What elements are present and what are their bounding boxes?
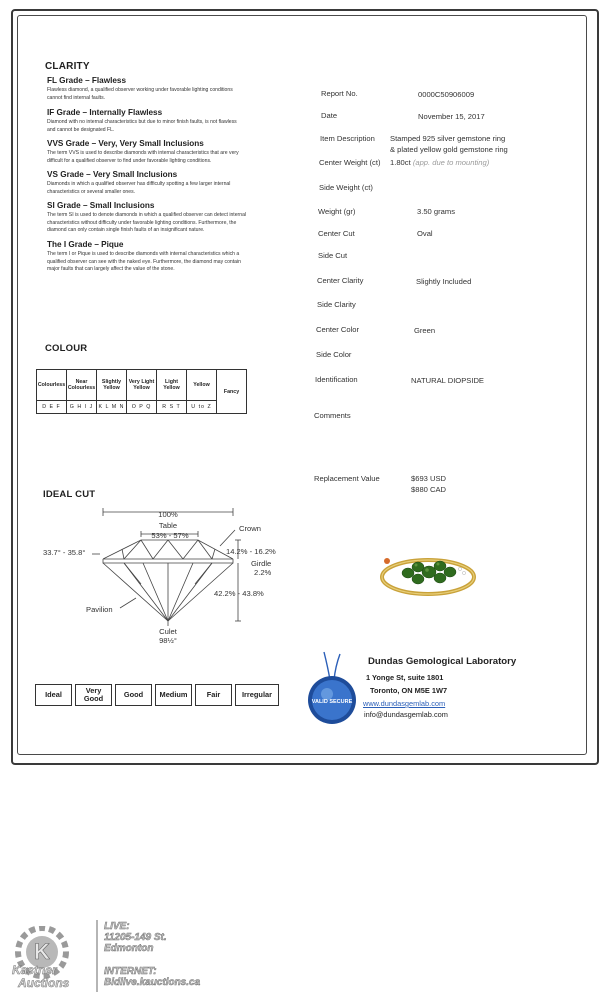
lab-website-link[interactable]: www.dundasgemlab.com bbox=[363, 699, 446, 708]
diamond-cut-diagram bbox=[40, 504, 300, 649]
grade-description bbox=[47, 251, 292, 274]
grade-description bbox=[47, 150, 292, 165]
culet-label: Culet bbox=[159, 627, 177, 636]
clarity-heading: CLARITY bbox=[45, 61, 90, 72]
colour-heading: COLOUR bbox=[45, 343, 88, 354]
comments-label: Comments bbox=[314, 411, 351, 420]
identification-label: Identification bbox=[315, 375, 358, 384]
logo-line2: Auctions bbox=[18, 976, 70, 990]
grade-title: VVS Grade – Very, Very Small Inclusions bbox=[47, 139, 204, 148]
lab-address bbox=[366, 672, 443, 683]
report-no-label: Report No. bbox=[321, 89, 358, 98]
desc-line: Diamond with no internal characteristics but due to minor finish faults, is not flawless bbox=[47, 119, 237, 125]
grade-title: VS Grade – Very Small Inclusions bbox=[47, 170, 178, 179]
colour-col-name: Near Colourless bbox=[67, 370, 97, 401]
culet-value: 98½° bbox=[159, 636, 177, 645]
center-cut-value: Oval bbox=[417, 229, 433, 238]
desc-line: The term I or Pique is used to describe diamonds with internal characteristics which a bbox=[47, 251, 240, 257]
table-range: 53% - 57% bbox=[151, 531, 189, 540]
side-weight-label: Side Weight (ct) bbox=[319, 183, 373, 192]
colour-col-name: Colourless bbox=[37, 370, 67, 401]
clarity-grade-i bbox=[47, 240, 292, 274]
side-cut-label: Side Cut bbox=[318, 251, 348, 260]
grade-title: FL Grade – Flawless bbox=[47, 76, 127, 85]
clarity-grade-fl bbox=[47, 76, 292, 102]
colour-col-grades: R S T bbox=[157, 401, 187, 414]
desc-line: diamond can only contain single finish faults of an insignificant nature. bbox=[47, 227, 205, 234]
desc-line: difficult for a qualified observer to find under favorable lighting conditions. bbox=[47, 157, 212, 164]
desc-line: Diamonds in which a qualified observer has difficulty spotting a few larger internal bbox=[47, 181, 231, 187]
girdle-label: Girdle bbox=[251, 559, 272, 568]
clarity-grade-si bbox=[47, 201, 292, 235]
item-line: Stamped 925 silver gemstone ring bbox=[390, 134, 506, 143]
cut-grade-irregular: Irregular bbox=[235, 684, 279, 706]
lab-address-line2: Toronto, ON M5E 1W7 bbox=[370, 686, 448, 695]
lab-website-container bbox=[363, 698, 445, 709]
pct-100-label: 100% bbox=[158, 510, 178, 519]
ideal-cut-heading: IDEAL CUT bbox=[43, 489, 96, 500]
center-weight-value bbox=[390, 157, 489, 168]
cut-grade-scale bbox=[35, 684, 282, 706]
desc-line: characteristics or several smaller ones. bbox=[47, 188, 136, 195]
item-description-value bbox=[390, 133, 508, 155]
replacement-value bbox=[411, 473, 446, 495]
colour-col-grades: O P Q bbox=[127, 401, 157, 414]
live-city: Edmonton bbox=[104, 943, 154, 954]
center-weight-note: (app. due to mounting) bbox=[412, 158, 490, 167]
cut-grade-ideal: Ideal bbox=[35, 684, 72, 706]
colour-col-name: Very Light Yellow bbox=[127, 370, 157, 401]
girdle-value: 2.2% bbox=[254, 568, 272, 577]
desc-line: and cannot be designated FL. bbox=[47, 126, 115, 133]
clarity-grade-vs bbox=[47, 170, 292, 196]
clarity-grade-vvs bbox=[47, 139, 292, 165]
center-clarity-label: Center Clarity bbox=[317, 276, 364, 285]
center-color-label: Center Color bbox=[316, 325, 360, 334]
side-color-label: Side Color bbox=[316, 350, 352, 359]
item-description-label: Item Description bbox=[320, 134, 375, 143]
identification-value: NATURAL DIOPSIDE bbox=[411, 376, 484, 385]
desc-line: Flawless diamond, a qualified observer working under favorable lighting conditions bbox=[47, 87, 233, 93]
desc-line: characteristics without difficulty under favorable lighting conditions. Furthermore, the bbox=[47, 219, 237, 226]
ring-photo bbox=[378, 547, 478, 607]
pavilion-label: Pavilion bbox=[86, 605, 113, 614]
desc-line: major faults that can largely affect the value of the stone. bbox=[47, 266, 175, 273]
footer-divider bbox=[96, 920, 98, 992]
svg-text:K: K bbox=[34, 939, 50, 964]
kastner-auctions-logo bbox=[6, 926, 92, 992]
crown-height: 14.2% - 16.2% bbox=[226, 547, 276, 556]
replacement-cad: $880 CAD bbox=[411, 485, 447, 494]
colour-col-grades: G H I J bbox=[67, 401, 97, 414]
grade-description bbox=[47, 212, 292, 235]
grade-title: The I Grade – Pique bbox=[47, 240, 124, 249]
live-location bbox=[104, 921, 167, 954]
crown-angle: 33.7° - 35.8° bbox=[43, 548, 86, 557]
center-clarity-value: Slightly Included bbox=[416, 277, 472, 286]
live-label: LIVE: bbox=[104, 921, 130, 932]
replacement-usd: $693 USD bbox=[411, 474, 447, 483]
center-weight-label: Center Weight (ct) bbox=[319, 158, 381, 167]
grade-description bbox=[47, 87, 292, 102]
date-label: Date bbox=[321, 111, 338, 120]
internet-url[interactable]: Bidlive.kauctions.ca bbox=[104, 977, 201, 988]
center-cut-label: Center Cut bbox=[318, 229, 355, 238]
cut-grade-medium: Medium bbox=[155, 684, 192, 706]
logo-line1: Kastner bbox=[12, 963, 57, 977]
side-clarity-label: Side Clarity bbox=[317, 300, 356, 309]
desc-line: qualified observer can see with the naked eye. Furthermore, the diamond may contain bbox=[47, 258, 241, 265]
colour-col-grades: D E F bbox=[37, 401, 67, 414]
colour-col-fancy: Fancy bbox=[217, 370, 247, 414]
seal-text: VALID SECURE bbox=[311, 699, 353, 705]
lab-address-line1: 1 Yonge St, suite 1801 bbox=[366, 673, 444, 682]
grade-title: IF Grade – Internally Flawless bbox=[47, 108, 163, 117]
cut-grade-fair: Fair bbox=[195, 684, 232, 706]
colour-col-grades: K L M N bbox=[97, 401, 127, 414]
colour-col-grades: U to Z bbox=[187, 401, 217, 414]
cut-grade-very-good: Very Good bbox=[75, 684, 112, 706]
grade-description bbox=[47, 181, 292, 196]
internet-info bbox=[104, 966, 200, 988]
lab-email: info@dundasgemlab.com bbox=[364, 710, 448, 719]
report-no-value: 0000C50906009 bbox=[418, 90, 475, 99]
colour-col-name: Slightly Yellow bbox=[97, 370, 127, 401]
table-label: Table bbox=[158, 521, 178, 530]
weight-value: 3.50 grams bbox=[417, 207, 455, 216]
desc-line: cannot find internal faults. bbox=[47, 94, 106, 101]
internet-label: INTERNET: bbox=[104, 966, 157, 977]
lab-name: Dundas Gemological Laboratory bbox=[368, 656, 517, 667]
weight-label: Weight (gr) bbox=[318, 207, 356, 216]
crown-label: Crown bbox=[239, 524, 261, 533]
grade-description bbox=[47, 119, 292, 134]
center-color-value: Green bbox=[414, 326, 436, 335]
desc-line: The term VVS is used to describe diamonds with internal characteristics that are very bbox=[47, 150, 239, 156]
colour-col-name: Yellow bbox=[187, 370, 217, 401]
center-weight-number: 1.80ct bbox=[390, 158, 411, 167]
cut-grade-good: Good bbox=[115, 684, 152, 706]
colour-col-name: Light Yellow bbox=[157, 370, 187, 401]
grade-title: SI Grade – Small Inclusions bbox=[47, 201, 155, 210]
replacement-value-label: Replacement Value bbox=[314, 474, 380, 483]
item-line: & plated yellow gold gemstone ring bbox=[390, 145, 508, 154]
pavilion-depth: 42.2% - 43.8% bbox=[214, 589, 264, 598]
clarity-grade-if bbox=[47, 108, 292, 134]
colour-grade-table bbox=[36, 369, 247, 414]
date-value: November 15, 2017 bbox=[418, 112, 485, 121]
live-address: 11205-149 St. bbox=[104, 932, 167, 943]
lab-seal-logo bbox=[300, 650, 364, 728]
desc-line: The term SI is used to denote diamonds in which a qualified observer can detect internal bbox=[47, 212, 247, 218]
